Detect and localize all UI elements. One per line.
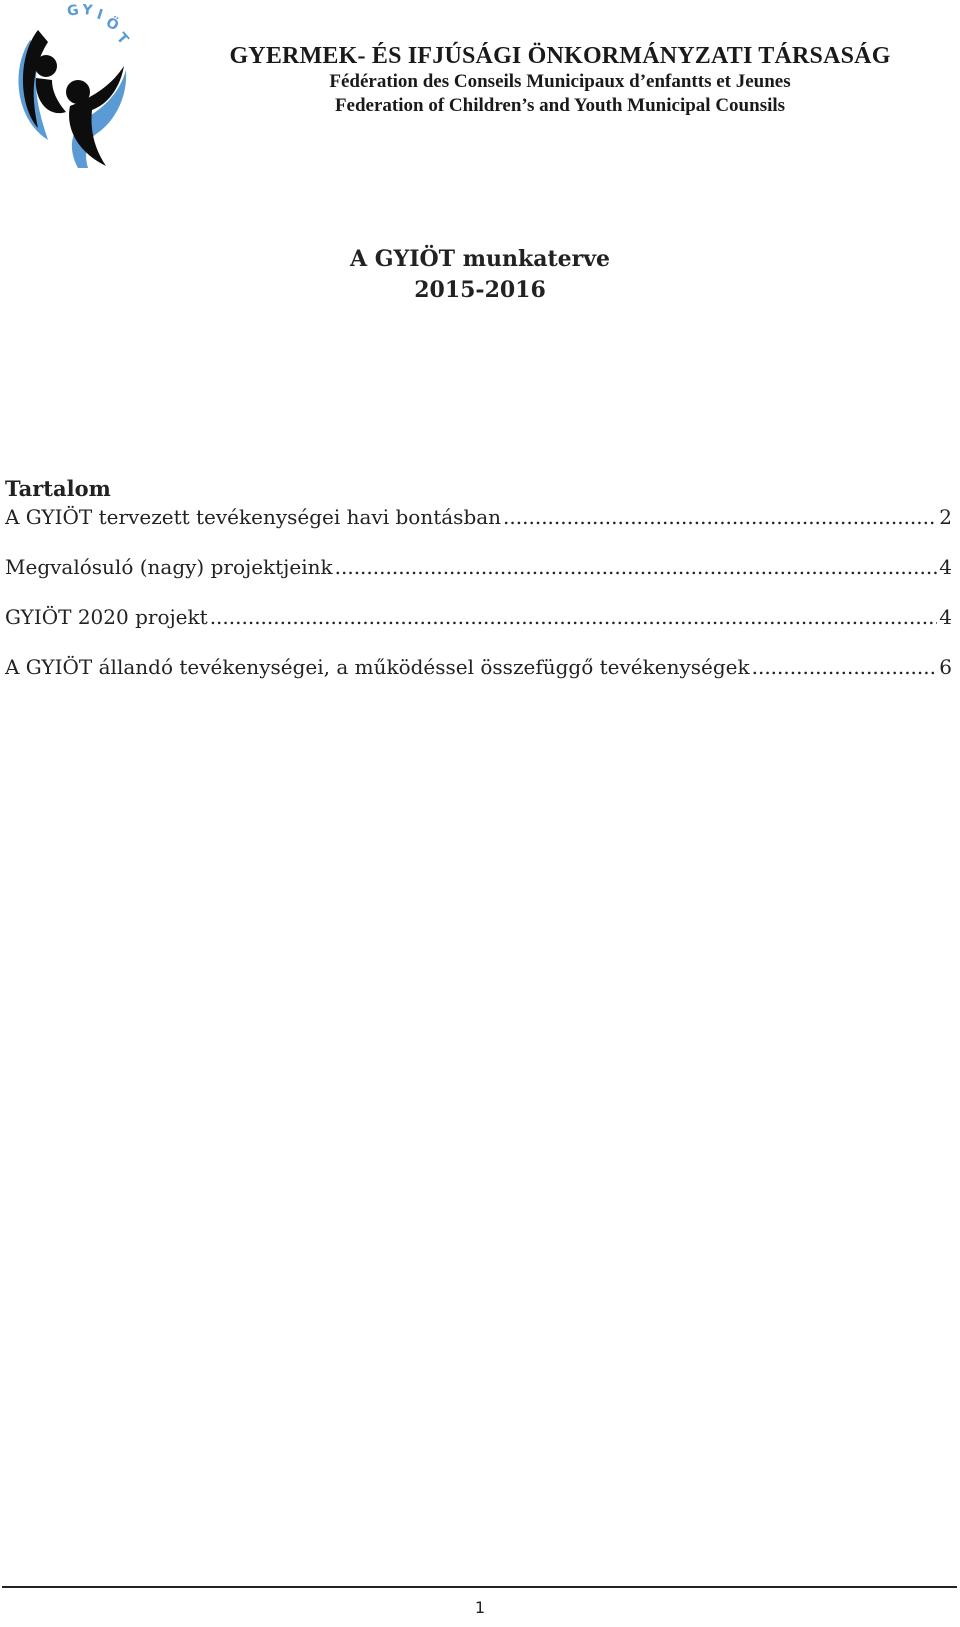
toc-leader-dots: [335, 553, 938, 581]
toc-leader-dots: [503, 503, 937, 531]
toc-entry-page: 6: [939, 655, 952, 679]
org-name-english: Federation of Children’s and Youth Municipal Counsils: [334, 95, 786, 116]
table-of-contents: [5, 475, 952, 681]
logo-graphic: [8, 0, 138, 175]
footer-divider: [2, 1586, 957, 1588]
svg-text:Y: Y: [81, 2, 94, 19]
toc-entry-page: 4: [939, 605, 952, 629]
toc-entry[interactable]: [5, 653, 952, 681]
toc-entry-title: A GYIÖT tervezett tevékenységei havi bontásban: [5, 505, 502, 529]
toc-entry-page: 2: [939, 505, 952, 529]
page-number: 1: [474, 1598, 486, 1617]
toc-entry-title: Megvalósuló (nagy) projektjeink: [5, 555, 333, 579]
svg-text:G: G: [65, 2, 81, 20]
title-line-1: A GYIÖT munkaterve: [349, 246, 610, 272]
gyiot-logo: [8, 0, 138, 175]
document-title: [0, 244, 960, 306]
toc-leader-dots: [752, 653, 938, 681]
toc-leader-dots: [210, 603, 938, 631]
toc-entry[interactable]: [5, 503, 952, 531]
toc-entry[interactable]: [5, 553, 952, 581]
toc-entry-title: GYIÖT 2020 projekt: [5, 605, 208, 629]
svg-text:Ö: Ö: [103, 14, 122, 35]
toc-entry-page: 4: [939, 555, 952, 579]
svg-text:I: I: [94, 6, 105, 24]
svg-text:T: T: [113, 29, 132, 48]
org-name-hungarian: GYERMEK- ÉS IFJÚSÁGI ÖNKORMÁNYZATI TÁRSASÁG: [229, 43, 891, 69]
organization-header: [180, 42, 940, 118]
toc-entry-title: A GYIÖT állandó tevékenységei, a működéssel összefüggő tevékenységek: [5, 655, 750, 679]
toc-heading: Tartalom: [5, 476, 111, 501]
org-name-french: Fédération des Conseils Municipaux d’enfantts et Jeunes: [329, 71, 791, 92]
title-line-2: 2015-2016: [414, 277, 546, 303]
toc-entry[interactable]: [5, 603, 952, 631]
